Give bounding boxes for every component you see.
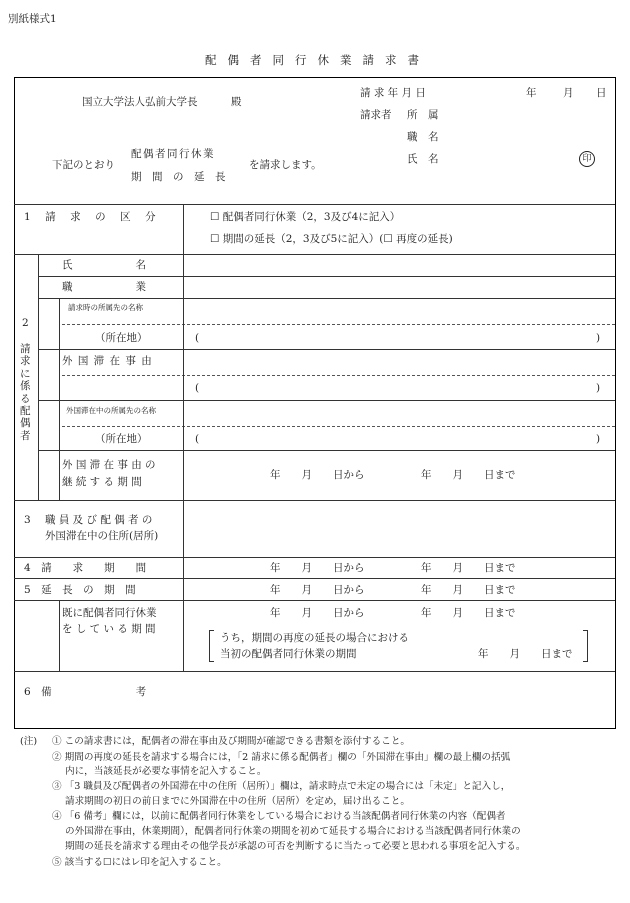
affiliation-label: 所 属 <box>407 109 439 121</box>
affiliation-name-label: 請求時の所属先の名称 <box>68 303 143 312</box>
continue-label-1: 外 国 滞 在 事 由 の <box>62 459 156 471</box>
notes-prefix: (注) <box>20 736 38 747</box>
note-4b: の外国滞在事由，休業期間），配偶者同行休業の期間を初めて延長する場合における当該配偶者同行休業の <box>65 826 521 837</box>
seal-text: 印 <box>582 154 592 164</box>
note-4c: 期間の延長を請求する理由その他学長が承認の可否を判断するに当たって必要と思われる事項を記入する。 <box>65 841 526 852</box>
note-1: ① この請求書には，配偶者の滞在事由及び期間が確認できる書類を添付すること。 <box>52 736 411 747</box>
form-id: 別紙様式1 <box>8 13 57 25</box>
note-3a: ③ 「3 職員及び配偶者の外国滞在中の住所（居所）」欄は，請求時点で未定の場合には「未定」と記入し， <box>52 781 511 792</box>
paren-close-1: ) <box>596 332 601 344</box>
section1-option-extension[interactable]: ☐ 期間の延長（2，3及び5に記入）(☐ 再度の延長) <box>210 233 453 245</box>
spouse-job-label: 職 業 <box>62 281 146 293</box>
request-date-label: 請 求 年 月 日 <box>360 87 426 99</box>
paren-close-2: ) <box>596 382 601 394</box>
existing-to[interactable]: 年 月 日まで <box>421 607 516 619</box>
seal-mark <box>579 151 595 167</box>
note-5: ⑤ 該当する☐にはレ印を記入すること。 <box>52 857 227 868</box>
abroad-location-label: （所在地） <box>95 433 148 445</box>
requester-label: 請求者 <box>360 109 392 121</box>
honorific: 殿 <box>231 96 242 108</box>
section2-side-label <box>20 343 32 442</box>
section3-number: 3 <box>24 514 31 526</box>
date-month[interactable]: 月 <box>563 87 574 99</box>
date-day[interactable]: 日 <box>596 87 607 99</box>
intro-left: 下記のとおり <box>52 159 115 171</box>
continue-label-2: 継 続 す る 期 間 <box>62 476 142 488</box>
paren-open-1: ( <box>195 332 200 344</box>
section3-label-1: 職 員 及 び 配 偶 者 の <box>45 514 153 526</box>
page-title: 配偶者同行休業請求書 <box>205 53 430 67</box>
section2-number: 2 <box>22 317 29 329</box>
existing-note-until[interactable]: 年 月 日まで <box>478 648 573 660</box>
position-label: 職 名 <box>407 131 439 143</box>
intro-right: を請求します。 <box>249 159 322 171</box>
note-3b: 請求期間の初日の前日までに外国滞在中の住所（居所）を定め，届け出ること。 <box>65 796 410 807</box>
name-label: 氏 名 <box>407 153 439 165</box>
existing-label-2: を し て い る 期 間 <box>62 623 156 635</box>
section1-label: 1 請 求 の 区 分 <box>24 211 158 223</box>
section5-label: 5 延 長 の 期 間 <box>24 584 136 596</box>
section4-from[interactable]: 年 月 日から <box>270 562 365 574</box>
abroad-affiliation-label: 外国滞在中の所属先の名称 <box>66 406 156 415</box>
continue-from[interactable]: 年 月 日から <box>270 469 365 481</box>
spouse-name-label: 氏 名 <box>62 259 146 271</box>
section4-to[interactable]: 年 月 日まで <box>421 562 516 574</box>
existing-note-1: うち，期間の再度の延長の場合における <box>220 632 409 644</box>
existing-label-1: 既に配偶者同行休業 <box>62 607 157 619</box>
section2-side-text: 請求に係る配偶者 <box>20 343 31 442</box>
section5-from[interactable]: 年 月 日から <box>270 584 365 596</box>
section6-label: 6 備 考 <box>24 686 147 698</box>
note-2a: ② 期間の再度の延長を請求する場合には，「2 請求に係る配偶者」欄の「外国滞在事由」欄の最上欄の括弧 <box>52 752 511 763</box>
reason-label: 外 国 滞 在 事 由 <box>62 355 153 367</box>
note-4a: ④ 「6 備考」欄には，以前に配偶者同行休業をしている場合における当該配偶者同行休業の内容（配偶者 <box>52 811 506 822</box>
existing-note-bracket-left <box>209 630 214 662</box>
paren-close-3: ) <box>596 433 601 445</box>
intro-option-leave: 配偶者同行休業 <box>131 148 215 160</box>
section1-option-leave[interactable]: ☐ 配偶者同行休業（2，3及び4に記入） <box>210 211 401 223</box>
intro-option-extension: 期 間 の 延 長 <box>131 171 226 183</box>
section5-to[interactable]: 年 月 日まで <box>421 584 516 596</box>
date-year[interactable]: 年 <box>526 87 537 99</box>
continue-to[interactable]: 年 月 日まで <box>421 469 516 481</box>
existing-from[interactable]: 年 月 日から <box>270 607 365 619</box>
existing-note-bracket-right <box>583 630 588 662</box>
note-2b: 内に，当該延長が必要な事情を記入すること。 <box>65 766 267 777</box>
section4-label: 4 請 求 期 間 <box>24 562 147 574</box>
affiliation-location-label: （所在地） <box>95 332 148 344</box>
existing-note-2: 当初の配偶者同行休業の期間 <box>220 648 357 660</box>
addressee: 国立大学法人弘前大学長 <box>82 96 198 108</box>
paren-open-2: ( <box>195 382 200 394</box>
section3-label-2: 外国滞在中の住所(居所) <box>45 530 159 542</box>
paren-open-3: ( <box>195 433 200 445</box>
